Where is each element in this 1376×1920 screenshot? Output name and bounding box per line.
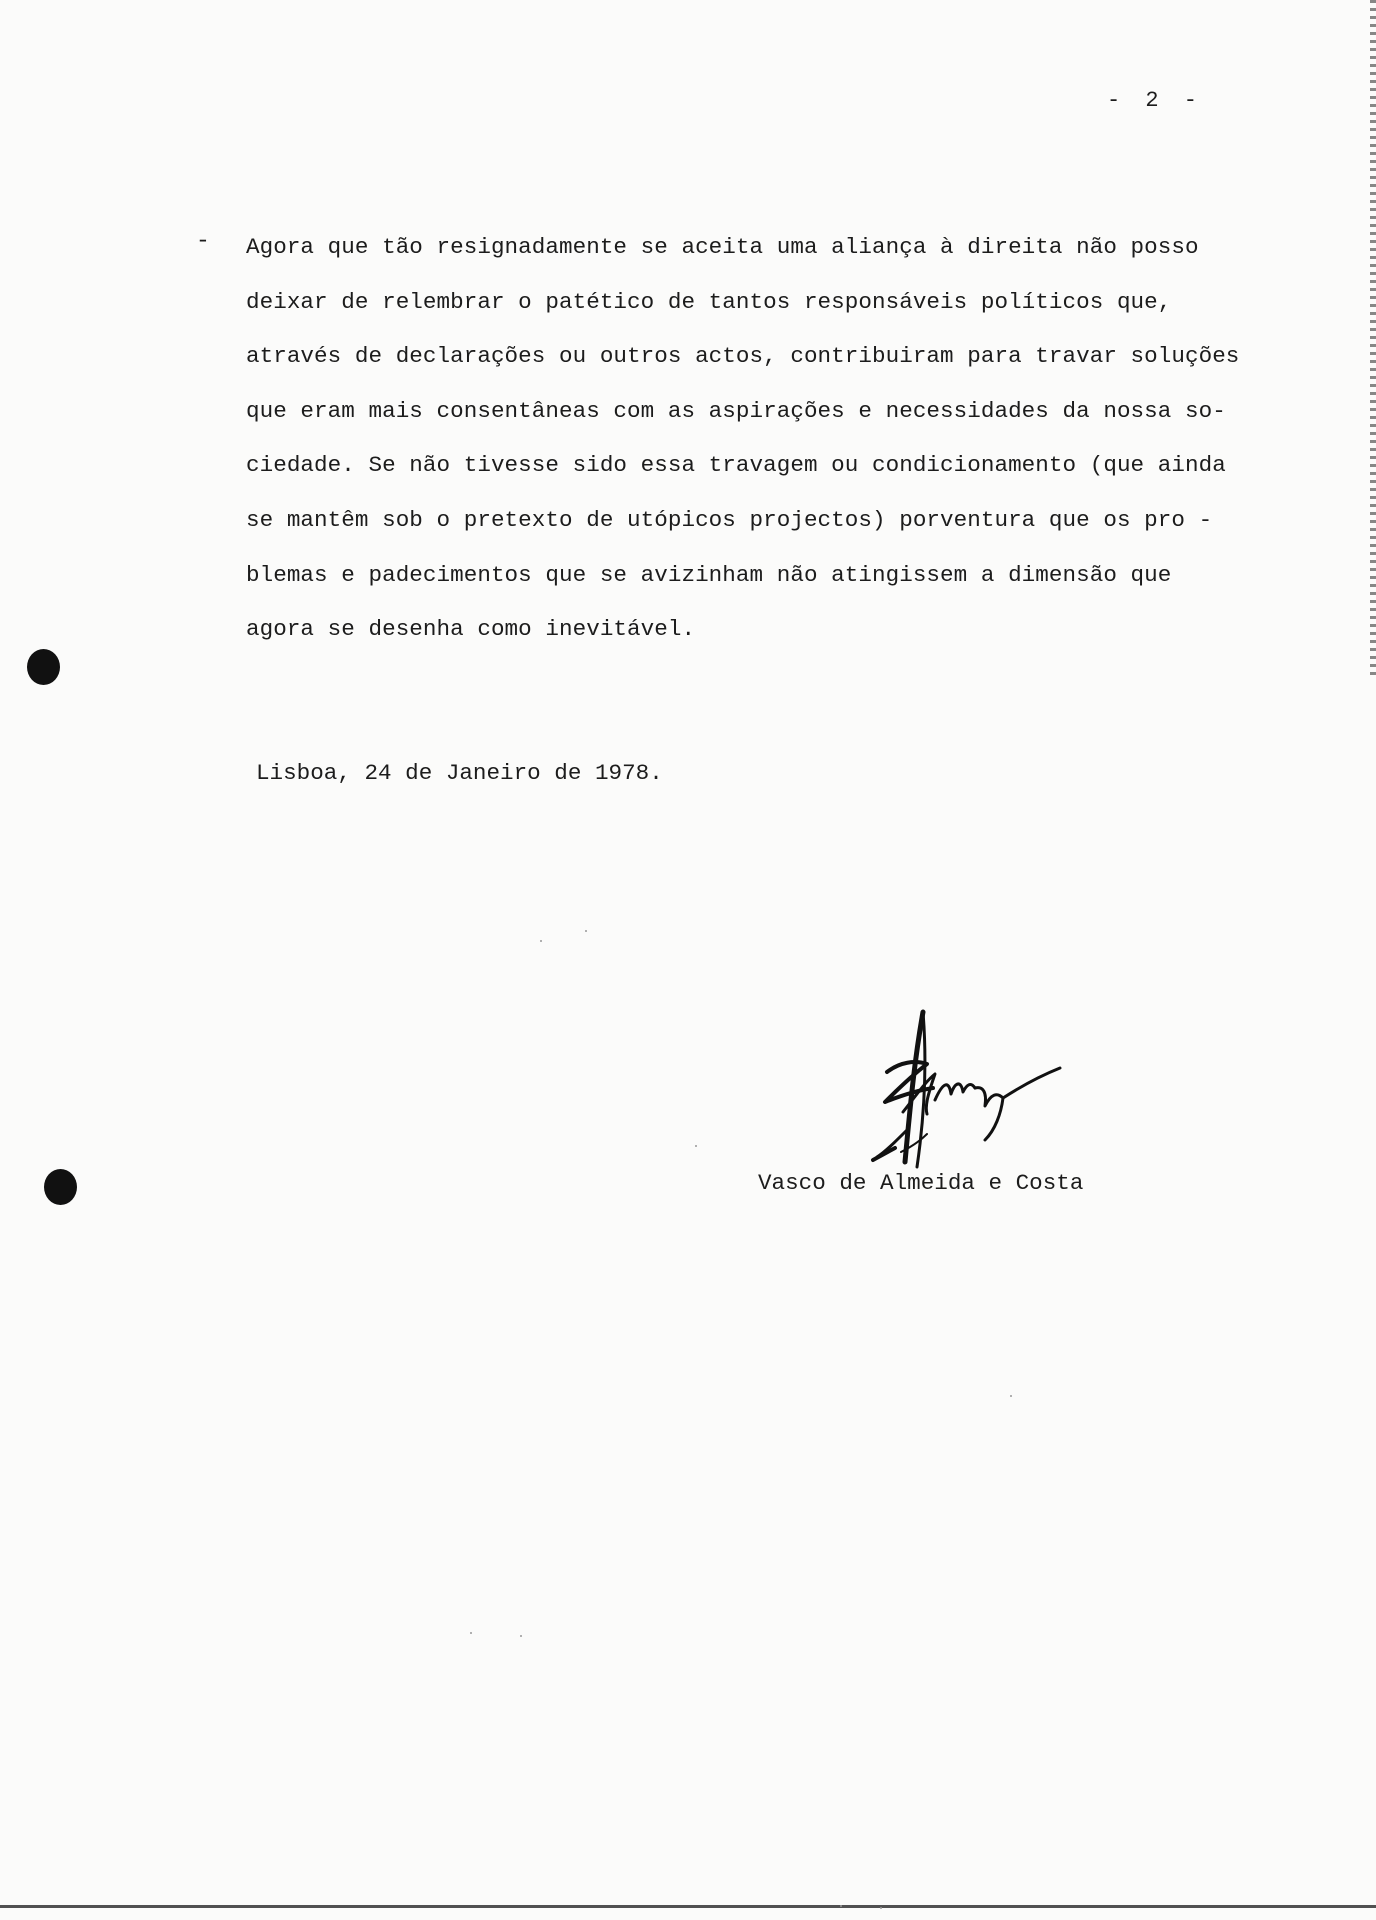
paragraph-line: blemas e padecimentos que se avizinham não atingissem a dimensão que bbox=[246, 561, 1172, 588]
scan-speck bbox=[880, 1907, 882, 1909]
punch-hole-icon bbox=[27, 649, 60, 685]
place-and-date: Lisboa, 24 de Janeiro de 1978. bbox=[256, 760, 663, 786]
signer-name: Vasco de Almeida e Costa bbox=[758, 1170, 1084, 1196]
scan-speck bbox=[695, 1145, 697, 1147]
signature-icon bbox=[815, 1002, 1075, 1182]
paragraph-line: ciedade. Se não tivesse sido essa travagem ou condicionamento (que ainda bbox=[246, 452, 1226, 479]
scan-edge-right bbox=[1370, 0, 1376, 680]
scan-edge-bottom bbox=[0, 1905, 1376, 1908]
scan-speck bbox=[840, 1905, 842, 1907]
page-number: - 2 - bbox=[1106, 88, 1203, 113]
paragraph-line: se mantêm sob o pretexto de utópicos projectos) porventura que os pro - bbox=[246, 506, 1213, 533]
punch-hole-icon bbox=[44, 1169, 77, 1205]
paragraph-line: deixar de relembrar o patético de tantos responsáveis políticos que, bbox=[246, 288, 1172, 315]
scan-speck bbox=[470, 1632, 472, 1634]
body-paragraph bbox=[246, 228, 1296, 665]
scan-speck bbox=[585, 930, 587, 932]
paragraph-line: Agora que tão resignadamente se aceita uma aliança à direita não posso bbox=[246, 234, 1199, 260]
list-bullet: - bbox=[196, 228, 210, 254]
paragraph-line: agora se desenha como inevitável. bbox=[246, 616, 696, 643]
paragraph-line: através de declarações ou outros actos, contribuiram para travar soluções bbox=[246, 343, 1240, 370]
scan-speck bbox=[1010, 1395, 1012, 1397]
scan-speck bbox=[540, 940, 542, 942]
scan-speck bbox=[520, 1635, 522, 1637]
paragraph-line: que eram mais consentâneas com as aspirações e necessidades da nossa so- bbox=[246, 397, 1226, 424]
